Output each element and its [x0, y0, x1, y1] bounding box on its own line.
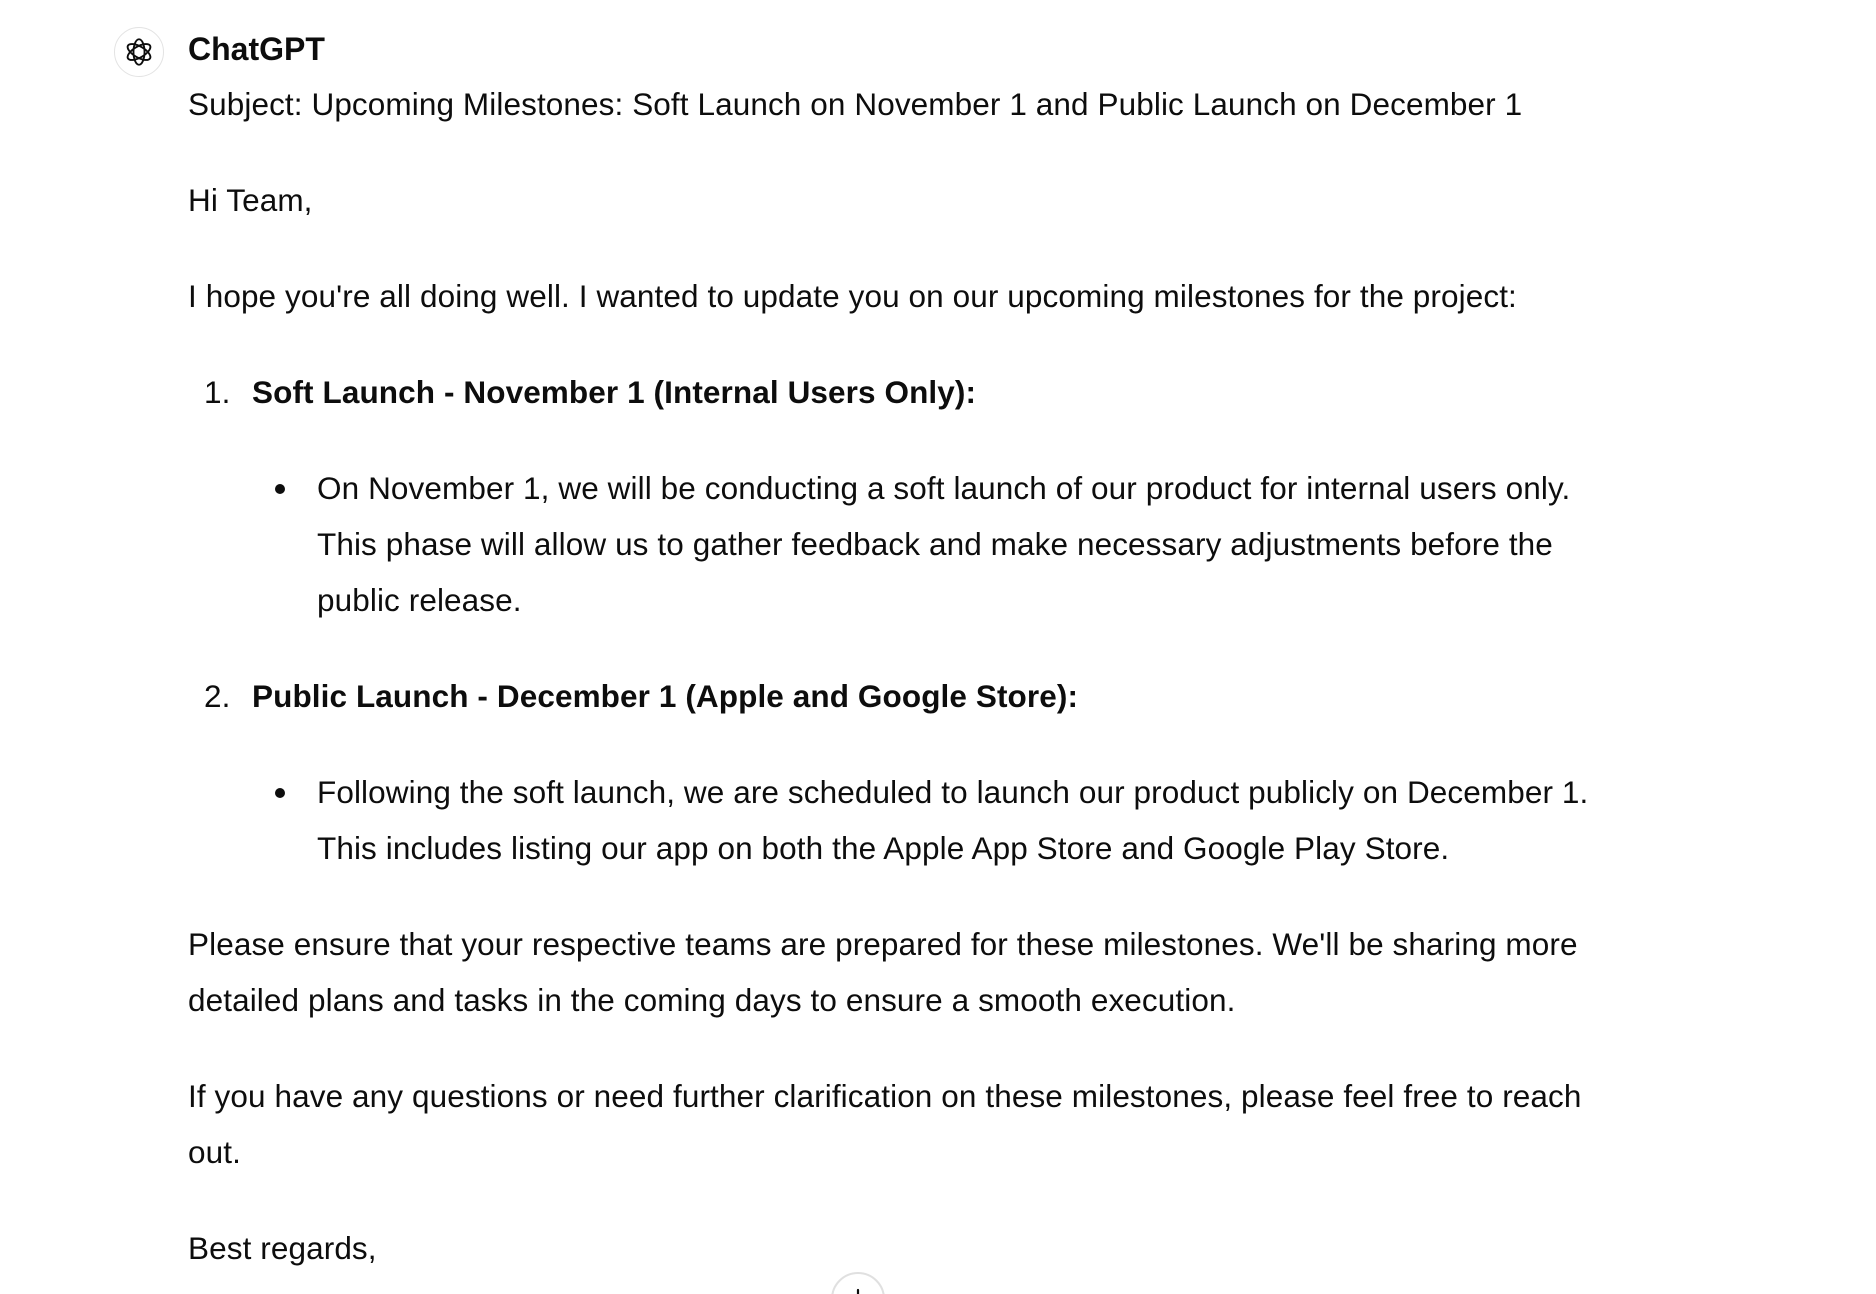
milestone-title: Public Launch - December 1 (Apple and Google Store):: [252, 678, 1079, 714]
bullet-icon: [275, 484, 285, 494]
detail-line: This includes listing our app on both the Apple App Store and Google Play Store.: [317, 830, 1450, 866]
openai-logo-icon: [122, 35, 156, 69]
email-signoff: Best regards,: [188, 1230, 377, 1266]
milestone-title: Soft Launch - November 1 (Internal Users Only):: [252, 374, 977, 410]
questions-paragraph-line: out.: [188, 1134, 241, 1170]
email-subject: Subject: Upcoming Milestones: Soft Launch on November 1 and Public Launch on December 1: [188, 86, 1523, 122]
message-body: [188, 76, 1688, 1276]
prepare-paragraph-line: detailed plans and tasks in the coming days to ensure a smooth execution.: [188, 982, 1236, 1018]
milestone-item: [188, 364, 1688, 420]
detail-line: public release.: [317, 582, 522, 618]
detail-line: Following the soft launch, we are scheduled to launch our product publicly on December 1.: [317, 774, 1589, 810]
arrow-down-icon: [848, 1288, 868, 1294]
email-greeting: Hi Team,: [188, 182, 313, 218]
milestone-number: 2.: [204, 678, 231, 714]
email-intro: I hope you're all doing well. I wanted to update you on our upcoming milestones for the project:: [188, 278, 1517, 314]
avatar: [114, 27, 164, 77]
detail-line: This phase will allow us to gather feedback and make necessary adjustments before the: [317, 526, 1553, 562]
questions-paragraph-line: If you have any questions or need further clarification on these milestones, please feel free to reach: [188, 1078, 1582, 1114]
bullet-icon: [275, 788, 285, 798]
author-name: ChatGPT: [188, 31, 325, 67]
prepare-paragraph-line: Please ensure that your respective teams are prepared for these milestones. We'll be sharing more: [188, 926, 1578, 962]
milestone-number: 1.: [204, 374, 231, 410]
milestone-detail: [188, 460, 1688, 628]
detail-line: On November 1, we will be conducting a soft launch of our product for internal users only.: [317, 470, 1571, 506]
milestone-detail: [188, 764, 1688, 876]
milestone-item: [188, 668, 1688, 724]
